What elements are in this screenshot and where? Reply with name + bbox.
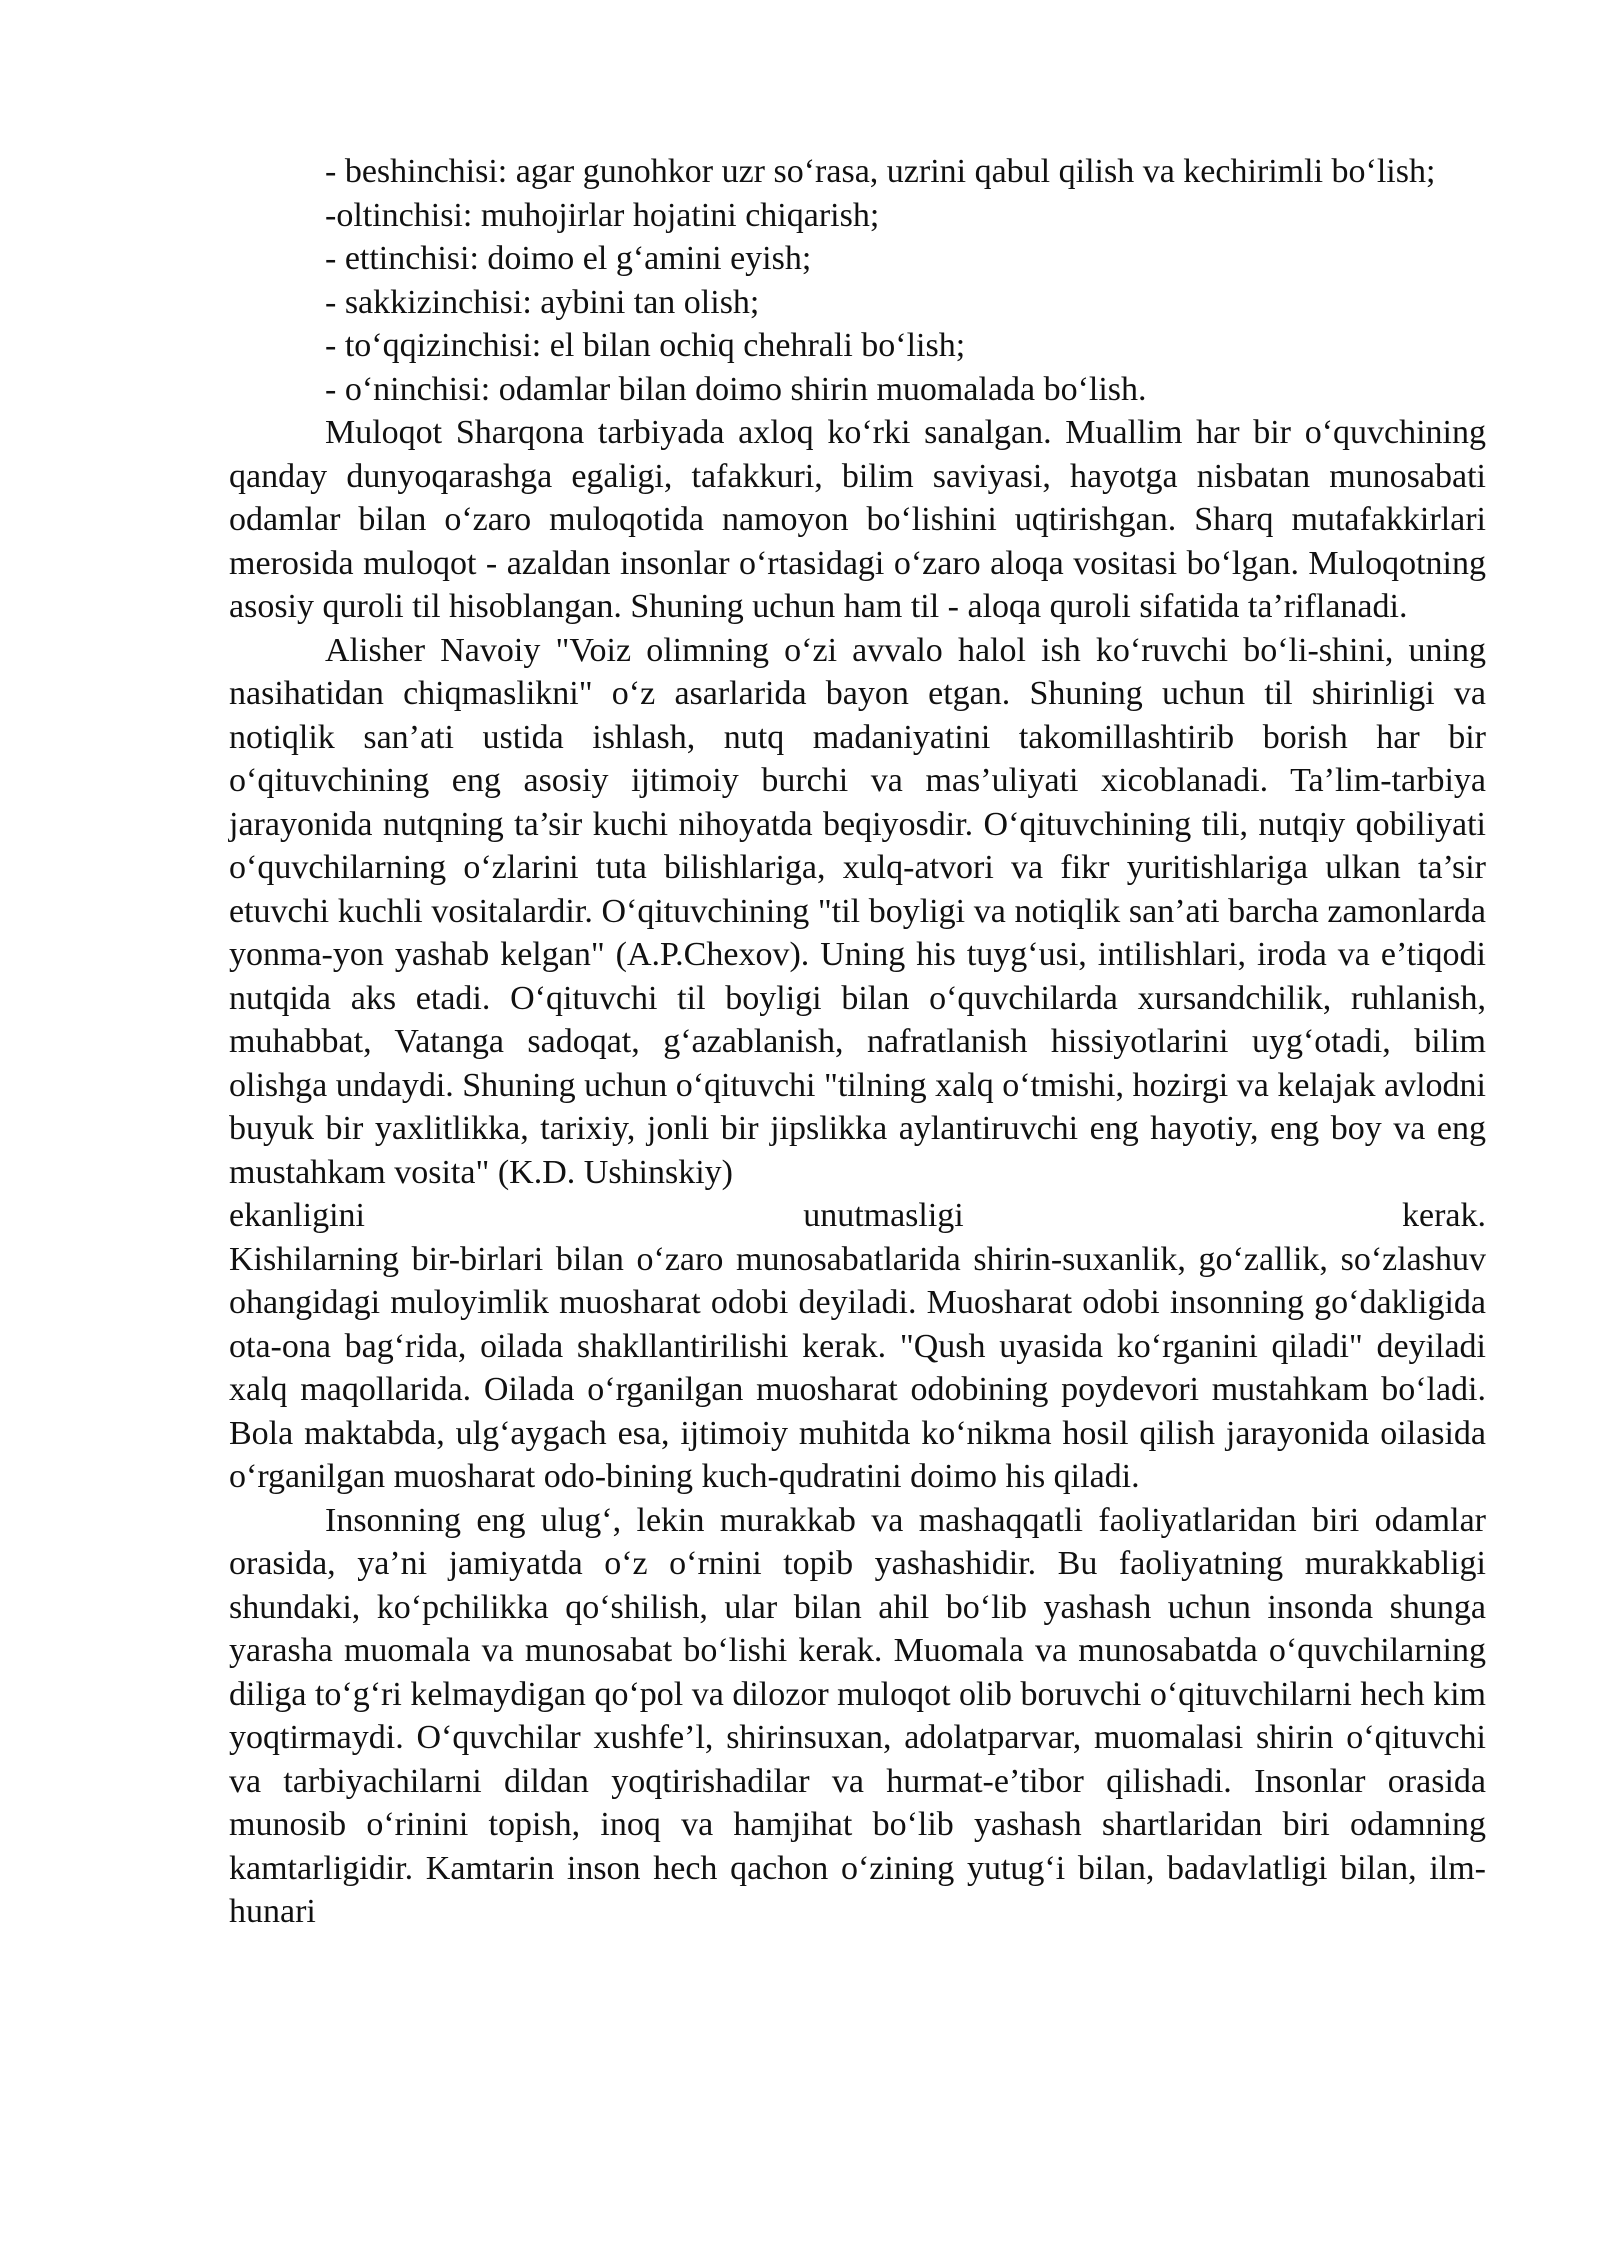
paragraph-list-item-9: - to‘qqizinchisi: el bilan ochiq chehrali bo‘lish; [325,327,966,364]
paragraph-list-item-7: - ettinchisi: doimo el g‘amini eyish; [325,240,812,277]
paragraph-list-item-8: - sakkizinchisi: aybini tan olish; [325,283,760,321]
paragraph-insonning-faoliyati: Insonning eng ulug‘, lekin murakkab va mashaqqatli faoliyatlaridan biri odamlar orasida, ya’ni jamiyatda o‘z o‘rnini topib yashashidir. Bu faoliyatning murakkabligi shundaki, ko‘pchilikka qo‘shilish, ular bilan ahil bo‘lib yashash uchun insonda shunga yarasha muomala va munosabat bo‘lishi kerak. Muomala va munosabatda o‘quvchilarning diliga to‘g‘ri kelmaydigan qo‘pol va dilozor muloqot olib boruvchi o‘qituvchilarni hech kim yoqtirmaydi. O‘quvchilar xushfe’l, shirinsuxan, adolatparvar, muomalasi shirin o‘qituvchi va tarbiyachilarni dildan yoqtirishadilar va hurmat-e’tibor qilishadi. Insonlar orasida munosib o‘rinini topish, inoq va hamjihat bo‘lib yashash shartlaridan biri odamning kamtarligidir. Kamtarin inson hech qachon o‘zining yutug‘i bilan, badavlatligi bilan, ilm-hunari [229,1501,1486,1930]
paragraph-alisher-navoiy: Alisher Navoiy "Voiz olimning o‘zi avvalo halol ish ko‘ruvchi bo‘li-shini, uning nasihatidan chiqmaslikni" o‘z asarlarida bayon etgan. Shuning uchun til shirinligi va notiqlik san’ati ustida ishlash, nutq madaniyatini takomillashtirib borish har bir o‘qituvchining eng asosiy ijtimoiy burchi va mas’uliyati xicoblanadi. Ta’lim-tarbiya jarayonida nutqning ta’sir kuchi nihoyatda beqiyosdir. O‘qituvchining tili, nutqiy qobiliyati o‘quvchilarning o‘zlarini tuta bilishlariga, xulq-atvori va fikr yuritishlariga ulkan ta’sir etuvchi kuchli vositalardir. O‘qituvchining "til boyligi va notiqlik san’ati barcha zamonlarda yonma-yon yashab kelgan" (A.P.Chexov). Uning his tuyg‘usi, intilishlari, iroda va e’tiqodi nutqida aks etadi. O‘qituvchi til boyligi bilan o‘quvchilarda xursandchilik, ruhlanish, muhabbat, Vatanga sadoqat, g‘azablanish, nafratlanish hissiyotlarini uyg‘otadi, bilim olishga undaydi. Shuning uchun o‘qituvchi "tilning xalq o‘tmishi, hozirgi va kelajak avlodni buyuk bir yaxlitlikka, tarixiy, jonli bir jipslikka aylantiruvchi eng hayotiy, eng boy va eng mustahkam vosita" (K.D. Ushinskiy) [229,631,1486,1191]
paragraph-list-item-10: - o‘ninchisi: odamlar bilan doimo shirin muomalada bo‘lish. [325,370,1147,408]
paragraph-continuation-line: ekanligini unutmasligi kerak. [229,1197,1486,1234]
paragraph-list-item-5: - beshinchisi: agar gunohkor uzr so‘rasa, uzrini qabul qilish va kechirimli bo‘lish; [325,153,1436,190]
document-body [229,150,1486,1934]
paragraph-list-item-6: -oltinchisi: muhojirlar hojatini chiqarish; [325,196,880,234]
paragraph-muloqot: Muloqot Sharqona tarbiyada axloq ko‘rki sanalgan. Muallim har bir o‘quvchining qanday dunyoqarashga egaligi, tafakkuri, bilim saviyasi, hayotga nisbatan munosabati odamlar bilan o‘zaro muloqotida namoyon bo‘lishini uqtirishgan. Sharq mutafakkirlari merosida muloqot - azaldan insonlar o‘rtasidagi o‘zaro aloqa vositasi bo‘lgan. Muloqotning asosiy quroli til hisoblangan. Shuning uchun ham til - aloqa quroli sifatida ta’riflanadi. [229,414,1486,625]
paragraph-muosharat-odobi: Kishilarning bir-birlari bilan o‘zaro munosabatlarida shirin-suxanlik, go‘zallik, so‘zlashuv ohangidagi muloyimlik muosharat odobi deyiladi. Muosharat odobi insonning go‘dakligida ota-ona bag‘rida, oilada shakllantirilishi kerak. "Qush uyasida ko‘rganini qiladi" deyiladi xalq maqollarida. Oilada o‘rganilgan muosharat odobining poydevori mustahkam bo‘ladi. Bola maktabda, ulg‘aygach esa, ijtimoiy muhitda ko‘nikma hosil qilish jarayonida oilasida o‘rganilgan muosharat odo-bining kuch-qudratini doimo his qiladi. [229,1240,1486,1495]
